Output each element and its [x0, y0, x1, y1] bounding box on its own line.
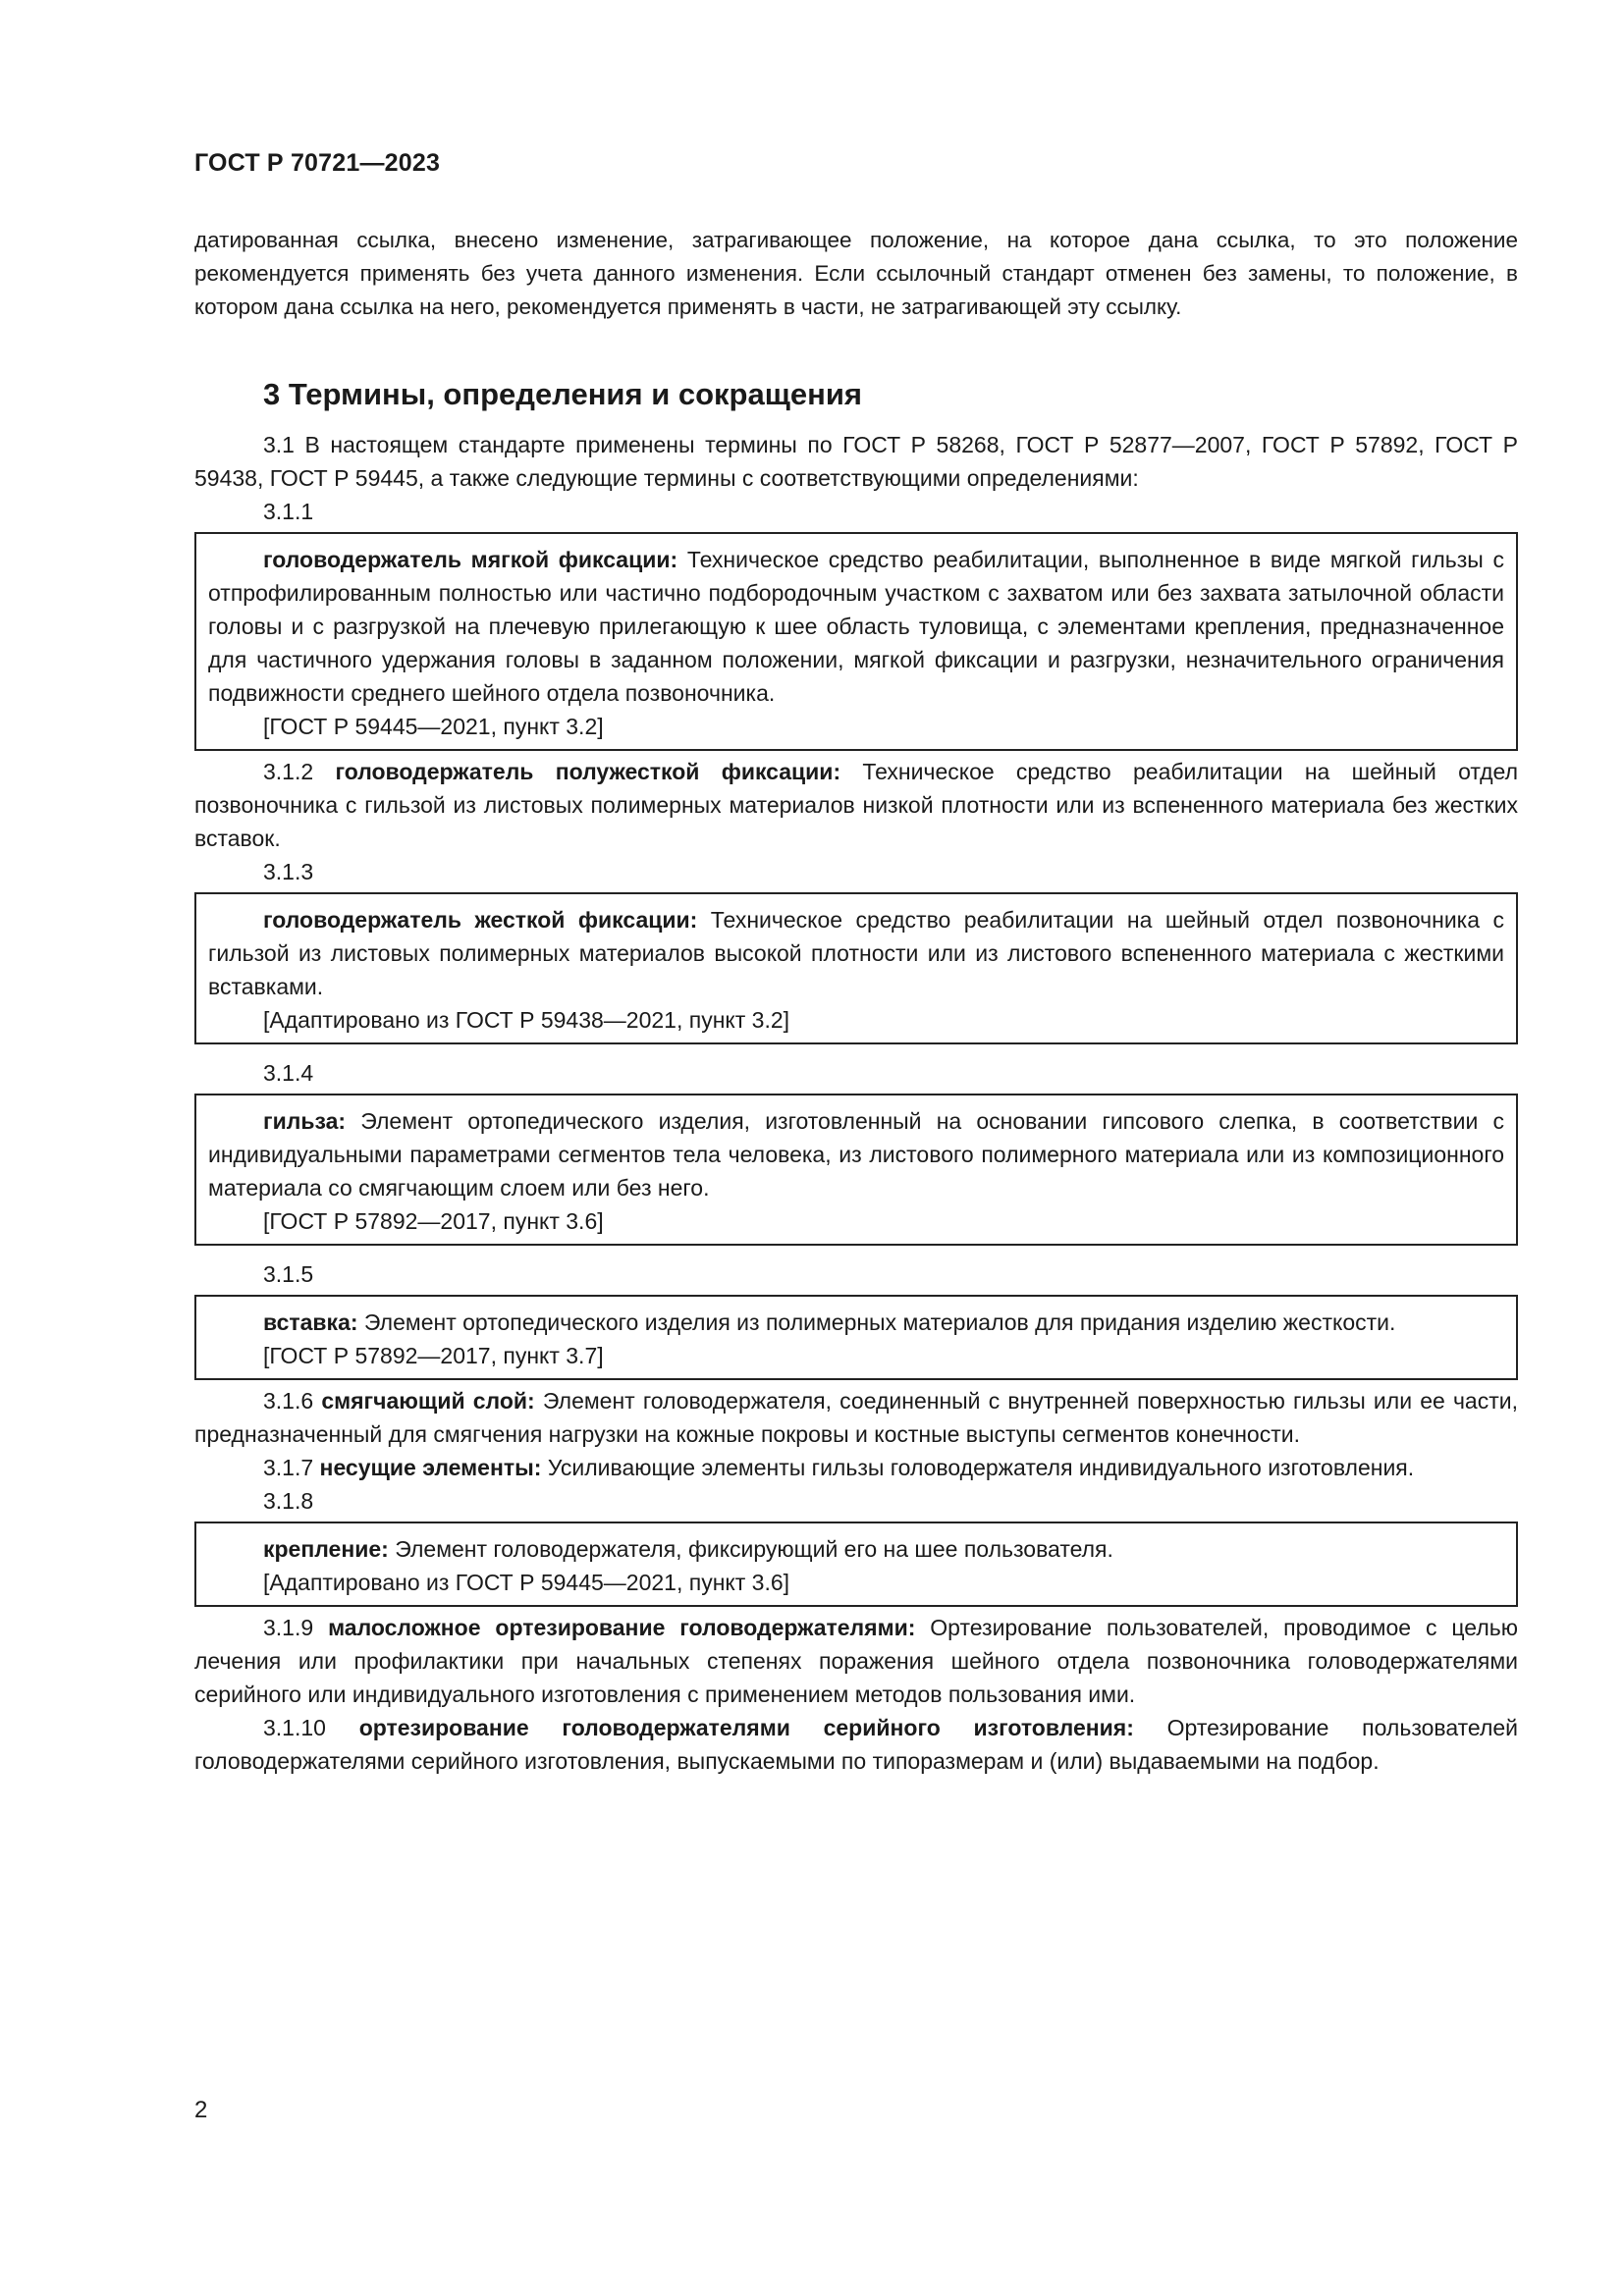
term-label: головодержатель жесткой фиксации: [263, 907, 698, 933]
term-number-3-1-10: 3.1.10 [263, 1715, 326, 1740]
term-number-3-1-3: 3.1.3 [263, 859, 314, 884]
term-definition: Техническое средство реабилитации на шейный отдел позвоночника с гильзой из листовых полимерных материалов высокой плотности или из листового вспененного материала с жесткими вставками. [208, 907, 1505, 999]
definition-box-3-1-1 [194, 532, 1518, 751]
term-definition: Ортезирование пользователей, проводимое с целью лечения или профилактики при начальных степенях поражения шейного отдела позвоночника головодержателями серийного или индивидуального изготовления с применением методов пользования ими. [194, 1615, 1518, 1707]
term-number-3-1-7: 3.1.7 [263, 1455, 314, 1480]
term-number-3-1-4: 3.1.4 [263, 1060, 314, 1086]
term-definition: Усиливающие элементы гильзы головодержателя индивидуального изготовления. [541, 1455, 1415, 1480]
definition-3-1-9 [194, 1611, 1518, 1711]
term-label: гильза: [263, 1108, 347, 1134]
definition-box-3-1-4 [194, 1094, 1518, 1246]
definition-box-3-1-3 [194, 892, 1518, 1044]
paragraph-3-1: 3.1 В настоящем стандарте применены термины по ГОСТ Р 58268, ГОСТ Р 52877—2007, ГОСТ Р 57892, ГОСТ Р 59438, ГОСТ Р 59445, а также следующие термины с соответствующими определениями: [194, 432, 1518, 491]
definition-3-1-1 [208, 543, 1504, 710]
term-label: ортезирование головодержателями серийного изготовления: [358, 1715, 1134, 1740]
term-number-3-1-5: 3.1.5 [263, 1261, 314, 1287]
definition-source: [Адаптировано из ГОСТ Р 59445—2021, пункт 3.6] [263, 1570, 790, 1595]
term-label: вставка: [263, 1309, 358, 1335]
term-label: головодержатель полужесткой фиксации: [335, 759, 841, 784]
term-label: несущие элементы: [319, 1455, 542, 1480]
term-definition: Элемент ортопедического изделия, изготовленный на основании гипсового слепка, в соответствии с индивидуальными параметрами сегментов тела человека, из листового полимерного материала или из композиционного материала со смягчающим слоем или без него. [208, 1108, 1504, 1201]
definition-box-3-1-5 [194, 1295, 1518, 1380]
term-number-3-1-9: 3.1.9 [263, 1615, 314, 1640]
definition-source: [ГОСТ Р 59445—2021, пункт 3.2] [263, 714, 604, 739]
term-label: малосложное ортезирование головодержателями: [328, 1615, 916, 1640]
term-definition: Ортезирование пользователей головодержателями серийного изготовления, выпускаемыми по типоразмерам и (или) выдаваемыми на подбор. [194, 1715, 1519, 1774]
definition-3-1-7 [194, 1451, 1518, 1484]
term-label: смягчающий слой: [321, 1388, 535, 1414]
term-definition: Элемент головодержателя, фиксирующий его на шее пользователя. [388, 1536, 1113, 1562]
definition-3-1-5 [208, 1306, 1504, 1339]
definition-3-1-10 [194, 1711, 1518, 1778]
definition-source: [ГОСТ Р 57892—2017, пункт 3.6] [263, 1208, 604, 1234]
term-label: головодержатель мягкой фиксации: [263, 547, 678, 572]
page-content [194, 224, 1518, 1778]
definition-3-1-8 [208, 1532, 1504, 1566]
term-number-3-1-2: 3.1.2 [263, 759, 314, 784]
document-header: ГОСТ Р 70721—2023 [194, 149, 441, 177]
definition-3-1-3 [208, 903, 1504, 1003]
section-title: 3 Термины, определения и сокращения [263, 377, 862, 411]
definition-3-1-2 [194, 755, 1518, 855]
term-definition: Техническое средство реабилитации на шейный отдел позвоночника с гильзой из листовых полимерных материалов низкой плотности или из вспененного материала без жестких вставок. [194, 759, 1518, 851]
page-number: 2 [194, 2097, 208, 2123]
term-definition: Элемент ортопедического изделия из полимерных материалов для придания изделию жесткости. [357, 1309, 1396, 1335]
definition-3-1-4 [208, 1104, 1504, 1204]
term-number-3-1-8: 3.1.8 [263, 1488, 314, 1514]
term-number-3-1-1: 3.1.1 [263, 499, 314, 524]
intro-paragraph: датированная ссылка, внесено изменение, затрагивающее положение, на которое дана ссылка, то это положение рекомендуется применять без учета данного изменения. Если ссылочный стандарт отменен без замены, то положение, в котором дана ссылка на него, рекомендуется применять в части, не затрагивающей эту ссылку. [194, 228, 1518, 319]
term-definition: Элемент головодержателя, соединенный с внутренней поверхностью гильзы или ее части, предназначенный для смягчения нагрузки на кожные покровы и костные выступы сегментов конечности. [194, 1388, 1518, 1447]
term-definition: Техническое средство реабилитации, выполненное в виде мягкой гильзы с отпрофилированным полностью или частично подбородочным участком с захватом или без захвата затылочной области головы и с разгрузкой на плечевую прилегающую к шее область туловища, с элементами крепления, предназначенное для частичного удержания головы в заданном положении, мягкой фиксации и разгрузки, незначительного ограничения подвижности среднего шейного отдела позвоночника. [208, 547, 1504, 706]
term-label: крепление: [263, 1536, 389, 1562]
definition-3-1-6 [194, 1384, 1518, 1451]
term-number-3-1-6: 3.1.6 [263, 1388, 314, 1414]
definition-box-3-1-8 [194, 1522, 1518, 1607]
definition-source: [ГОСТ Р 57892—2017, пункт 3.7] [263, 1343, 604, 1368]
definition-source: [Адаптировано из ГОСТ Р 59438—2021, пункт 3.2] [263, 1007, 790, 1033]
